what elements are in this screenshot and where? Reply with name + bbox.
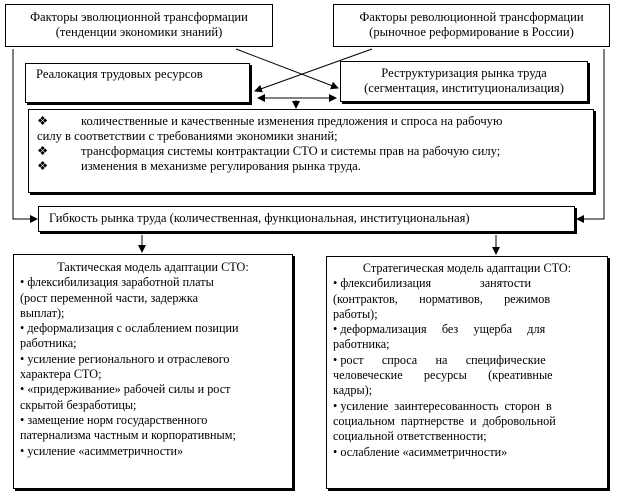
- changes-item-continuation: силу в соответствии с требованиями экономики знаний;: [37, 129, 338, 143]
- flexibility-label: Гибкость рынка труда (количественная, функциональная, институциональная): [49, 211, 470, 225]
- tactical-item-line: • флексибилизация заработной платы: [20, 275, 214, 290]
- factors-revolutionary-line2: (рыночное реформирование в России): [369, 25, 574, 39]
- tactical-item: [20, 444, 286, 459]
- tactical-item: [20, 382, 286, 413]
- changes-item: [37, 144, 585, 159]
- factors-revolutionary-box: [333, 4, 610, 47]
- tactical-item-line: работника;: [20, 336, 77, 351]
- tactical-item-line: • деформализация с ослаблением позиции: [20, 321, 239, 336]
- strategic-item-line: • деформализация без ущерба для: [333, 322, 546, 337]
- tactical-item-line: • замещение норм государственного: [20, 412, 208, 427]
- tactical-item-line: • «придерживание» рабочей силы и рост: [20, 382, 231, 397]
- strategic-item-line: кадры);: [333, 383, 373, 398]
- tactical-item-line: (рост переменной части, задержка: [20, 290, 198, 305]
- factors-evolutionary-line2: (тенденции экономики знаний): [55, 25, 223, 39]
- arrow-evo-to-restructuring: [236, 49, 338, 88]
- tactical-title: Тактическая модель адаптации СТО:: [57, 260, 249, 274]
- diamond-dots-bullet-icon: ❖: [37, 159, 49, 173]
- changes-item-text: количественные и качественные изменения предложения и спроса на рабочую: [81, 114, 503, 128]
- strategic-item-line: работника;: [333, 337, 390, 352]
- restructuring-line1: Реструктуризация рынка труда: [381, 66, 547, 80]
- tactical-item: [20, 275, 286, 321]
- diamond-dots-bullet-icon: ❖: [37, 144, 49, 158]
- strategic-item-line: • ослабление «асимметричности»: [333, 444, 508, 459]
- strategic-model-box: [326, 256, 608, 489]
- strategic-item-line: (контрактов, нормативов, режимов: [333, 291, 551, 306]
- restructuring-box: [340, 61, 588, 102]
- strategic-item-line: • усиление заинтересованность сторон в: [333, 398, 552, 413]
- restructuring-line2: (сегментация, институционализация): [364, 81, 564, 95]
- tactical-item-line: • усиление регионального и отраслевого: [20, 351, 230, 366]
- changes-item-text: трансформация системы контрактации СТО и системы прав на рабочую силу;: [81, 144, 501, 158]
- tactical-item: [20, 321, 286, 352]
- changes-item: [37, 114, 585, 129]
- strategic-item-line: социальной ответственности;: [333, 429, 487, 444]
- strategic-item: [333, 353, 601, 399]
- strategic-item: [333, 322, 601, 353]
- strategic-item-line: социальном партнерстве и добровольной: [333, 413, 556, 428]
- flexibility-box: [38, 206, 575, 232]
- tactical-item: [20, 413, 286, 444]
- tactical-item-line: выплат);: [20, 305, 65, 320]
- diamond-dots-bullet-icon: ❖: [37, 114, 49, 128]
- strategic-title: Стратегическая модель адаптации СТО:: [362, 261, 572, 275]
- tactical-item-line: характера СТО;: [20, 367, 102, 382]
- changes-item: [37, 159, 585, 174]
- changes-box: [28, 109, 594, 193]
- tactical-model-box: [13, 254, 293, 489]
- tactical-item-line: • усиление «асимметричности»: [20, 443, 184, 458]
- tactical-item-line: скрытой безработицы;: [20, 397, 137, 412]
- strategic-item: [333, 276, 601, 322]
- factors-evolutionary-box: [5, 4, 273, 47]
- strategic-item-line: человеческие ресурсы (креативные: [333, 368, 553, 383]
- reallocation-label: Реалокация трудовых ресурсов: [36, 67, 203, 81]
- strategic-item: [333, 399, 601, 445]
- factors-evolutionary-line1: Факторы эволюционной трансформации: [30, 10, 248, 24]
- strategic-item-line: • рост спроса на специфические: [333, 352, 546, 367]
- strategic-item-line: • флексибилизация занятости: [333, 276, 532, 291]
- reallocation-box: [25, 63, 250, 103]
- tactical-item: [20, 352, 286, 383]
- factors-revolutionary-line1: Факторы революционной трансформации: [359, 10, 584, 24]
- tactical-item-line: патернализма частным и корпоративным;: [20, 428, 236, 443]
- strategic-item-line: работы);: [333, 306, 378, 321]
- changes-item-text: изменения в механизме регулирования рынка труда.: [81, 159, 361, 173]
- strategic-item: [333, 445, 601, 460]
